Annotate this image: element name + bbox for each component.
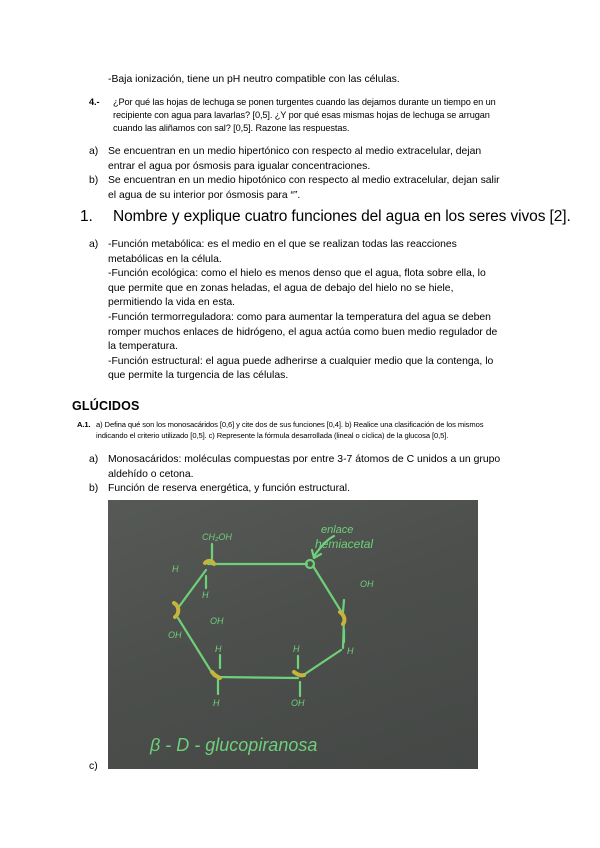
answer-a1b-label: b) — [89, 483, 99, 494]
answer-a1a — [108, 453, 500, 482]
answer-line: que permite la turgencia de las células. — [108, 370, 289, 382]
label-h-under-left: H — [202, 590, 209, 600]
label-oh-right-top: OH — [360, 579, 374, 589]
question-1-number: 1. — [80, 208, 93, 225]
question-4-line: recipiente con agua para lavarlas? [0,5]. ¿Y por qué esas mismas hojas de lechuga se arrugan — [113, 110, 490, 120]
answer-4a — [108, 145, 481, 174]
ring-bond — [216, 677, 298, 678]
question-a1-line: a) Defina qué son los monosacáridos [0,6] y cite dos de sus funciones [0,4]. b) Realice una clasificación de los mismos — [96, 420, 484, 429]
label-h-inner-right: H — [293, 644, 300, 654]
ring-bond — [313, 566, 344, 616]
carbon-mark — [294, 672, 304, 675]
label-h-top-left: H — [172, 564, 179, 574]
answer-line: aldehído o cetona. — [108, 468, 194, 480]
answer-line: -Función termorreguladora: como para aumentar la temperatura del agua se deben — [108, 311, 491, 323]
question-a1-text — [96, 420, 566, 441]
question-1-text: Nombre y explique cuatro funciones del agua en los seres vivos [2]. — [113, 208, 571, 225]
answer-line: Monosacáridos: moléculas compuestas por entre 3-7 átomos de C unidos a un grupo — [108, 454, 501, 465]
ring-bond — [178, 570, 206, 608]
answer-1a — [108, 238, 497, 384]
answer-4b — [108, 174, 500, 203]
label-oh-inner: OH — [210, 616, 224, 626]
answer-line: entrar el agua por ósmosis para igualar concentraciones. — [108, 160, 371, 172]
carbon-mark — [340, 612, 344, 624]
answer-line: permitiendo la vida en esta. — [108, 297, 236, 309]
carbon-mark — [174, 603, 178, 617]
label-h-inner-left: H — [215, 644, 222, 654]
answer-line: la temperatura. — [108, 341, 178, 353]
answer-line: Se encuentran en un medio hipertónico con respecto al medio extracelular, dejan — [108, 146, 482, 157]
answer-4b-label: b) — [89, 175, 99, 186]
answer-a1c-label: c) — [89, 761, 98, 772]
answer-a1b: Función de reserva energética, y función estructural. — [108, 483, 350, 494]
label-oh-left: OH — [168, 630, 182, 640]
label-ch2oh: CH₂OH — [202, 532, 232, 542]
label-enlace: enlace — [321, 524, 354, 536]
label-oh-bottom: OH — [291, 698, 305, 708]
question-a1-line: indicando el criterio utilizado [0,5]. c) Represente la fórmula desarrollada (lineal o cíclica) de la glucosa [0,5]. — [96, 430, 449, 440]
answer-line: romper muchos enlaces de hidrógeno, el agua actúa como buen medio regulador de — [108, 326, 498, 338]
question-4-line: cuando las aliñamos con sal? [0,5]. Razone las respuestas. — [113, 123, 350, 133]
ring-bond — [302, 650, 341, 676]
question-4-line: ¿Por qué las hojas de lechuga se ponen turgentes cuando las dejamos durante un tiempo en un — [113, 97, 496, 107]
answer-line: metabólicas en la célula. — [108, 253, 222, 265]
answer-line: -Función estructural: el agua puede adherirse a cualquier medio que la contenga, lo — [108, 355, 494, 367]
answer-line: -Función metabólica: es el medio en el que se realizan todas las reacciones — [108, 239, 457, 250]
answer-4a-label: a) — [89, 146, 99, 157]
question-4-number: 4.- — [89, 97, 100, 107]
answer-line: que permite que en zonas heladas, el agua de debajo del hielo no se hiele, — [108, 282, 454, 294]
ring-bond — [178, 618, 214, 676]
section-title: GLÚCIDOS — [72, 399, 140, 413]
question-a1-number: A.1. — [77, 420, 91, 429]
answer-line: el agua de su interior por ósmosis para “”. — [108, 189, 301, 201]
answer-line: Se encuentran en un medio hipotónico con respecto al medio extracelular, dejan salir — [108, 175, 500, 186]
label-glucopiranosa: β - D - glucopiranosa — [150, 735, 318, 755]
substituent-bond — [343, 600, 344, 612]
answer-a1a-label: a) — [89, 454, 99, 465]
glucopyranose-drawing — [108, 500, 478, 769]
carbon-mark — [212, 672, 220, 678]
label-h-right: H — [347, 646, 354, 656]
label-hemiacetal: hemiacetal — [315, 537, 374, 551]
answer-line: -Función ecológica: como el hielo es menos denso que el agua, flota sobre ella, lo — [108, 268, 486, 280]
label-h-bottom: H — [213, 698, 220, 708]
intro-line: -Baja ionización, tiene un pH neutro compatible con las células. — [108, 74, 400, 85]
question-4-text — [113, 96, 533, 135]
answer-1a-label: a) — [89, 239, 99, 250]
glucopyranose-photo — [108, 500, 478, 769]
